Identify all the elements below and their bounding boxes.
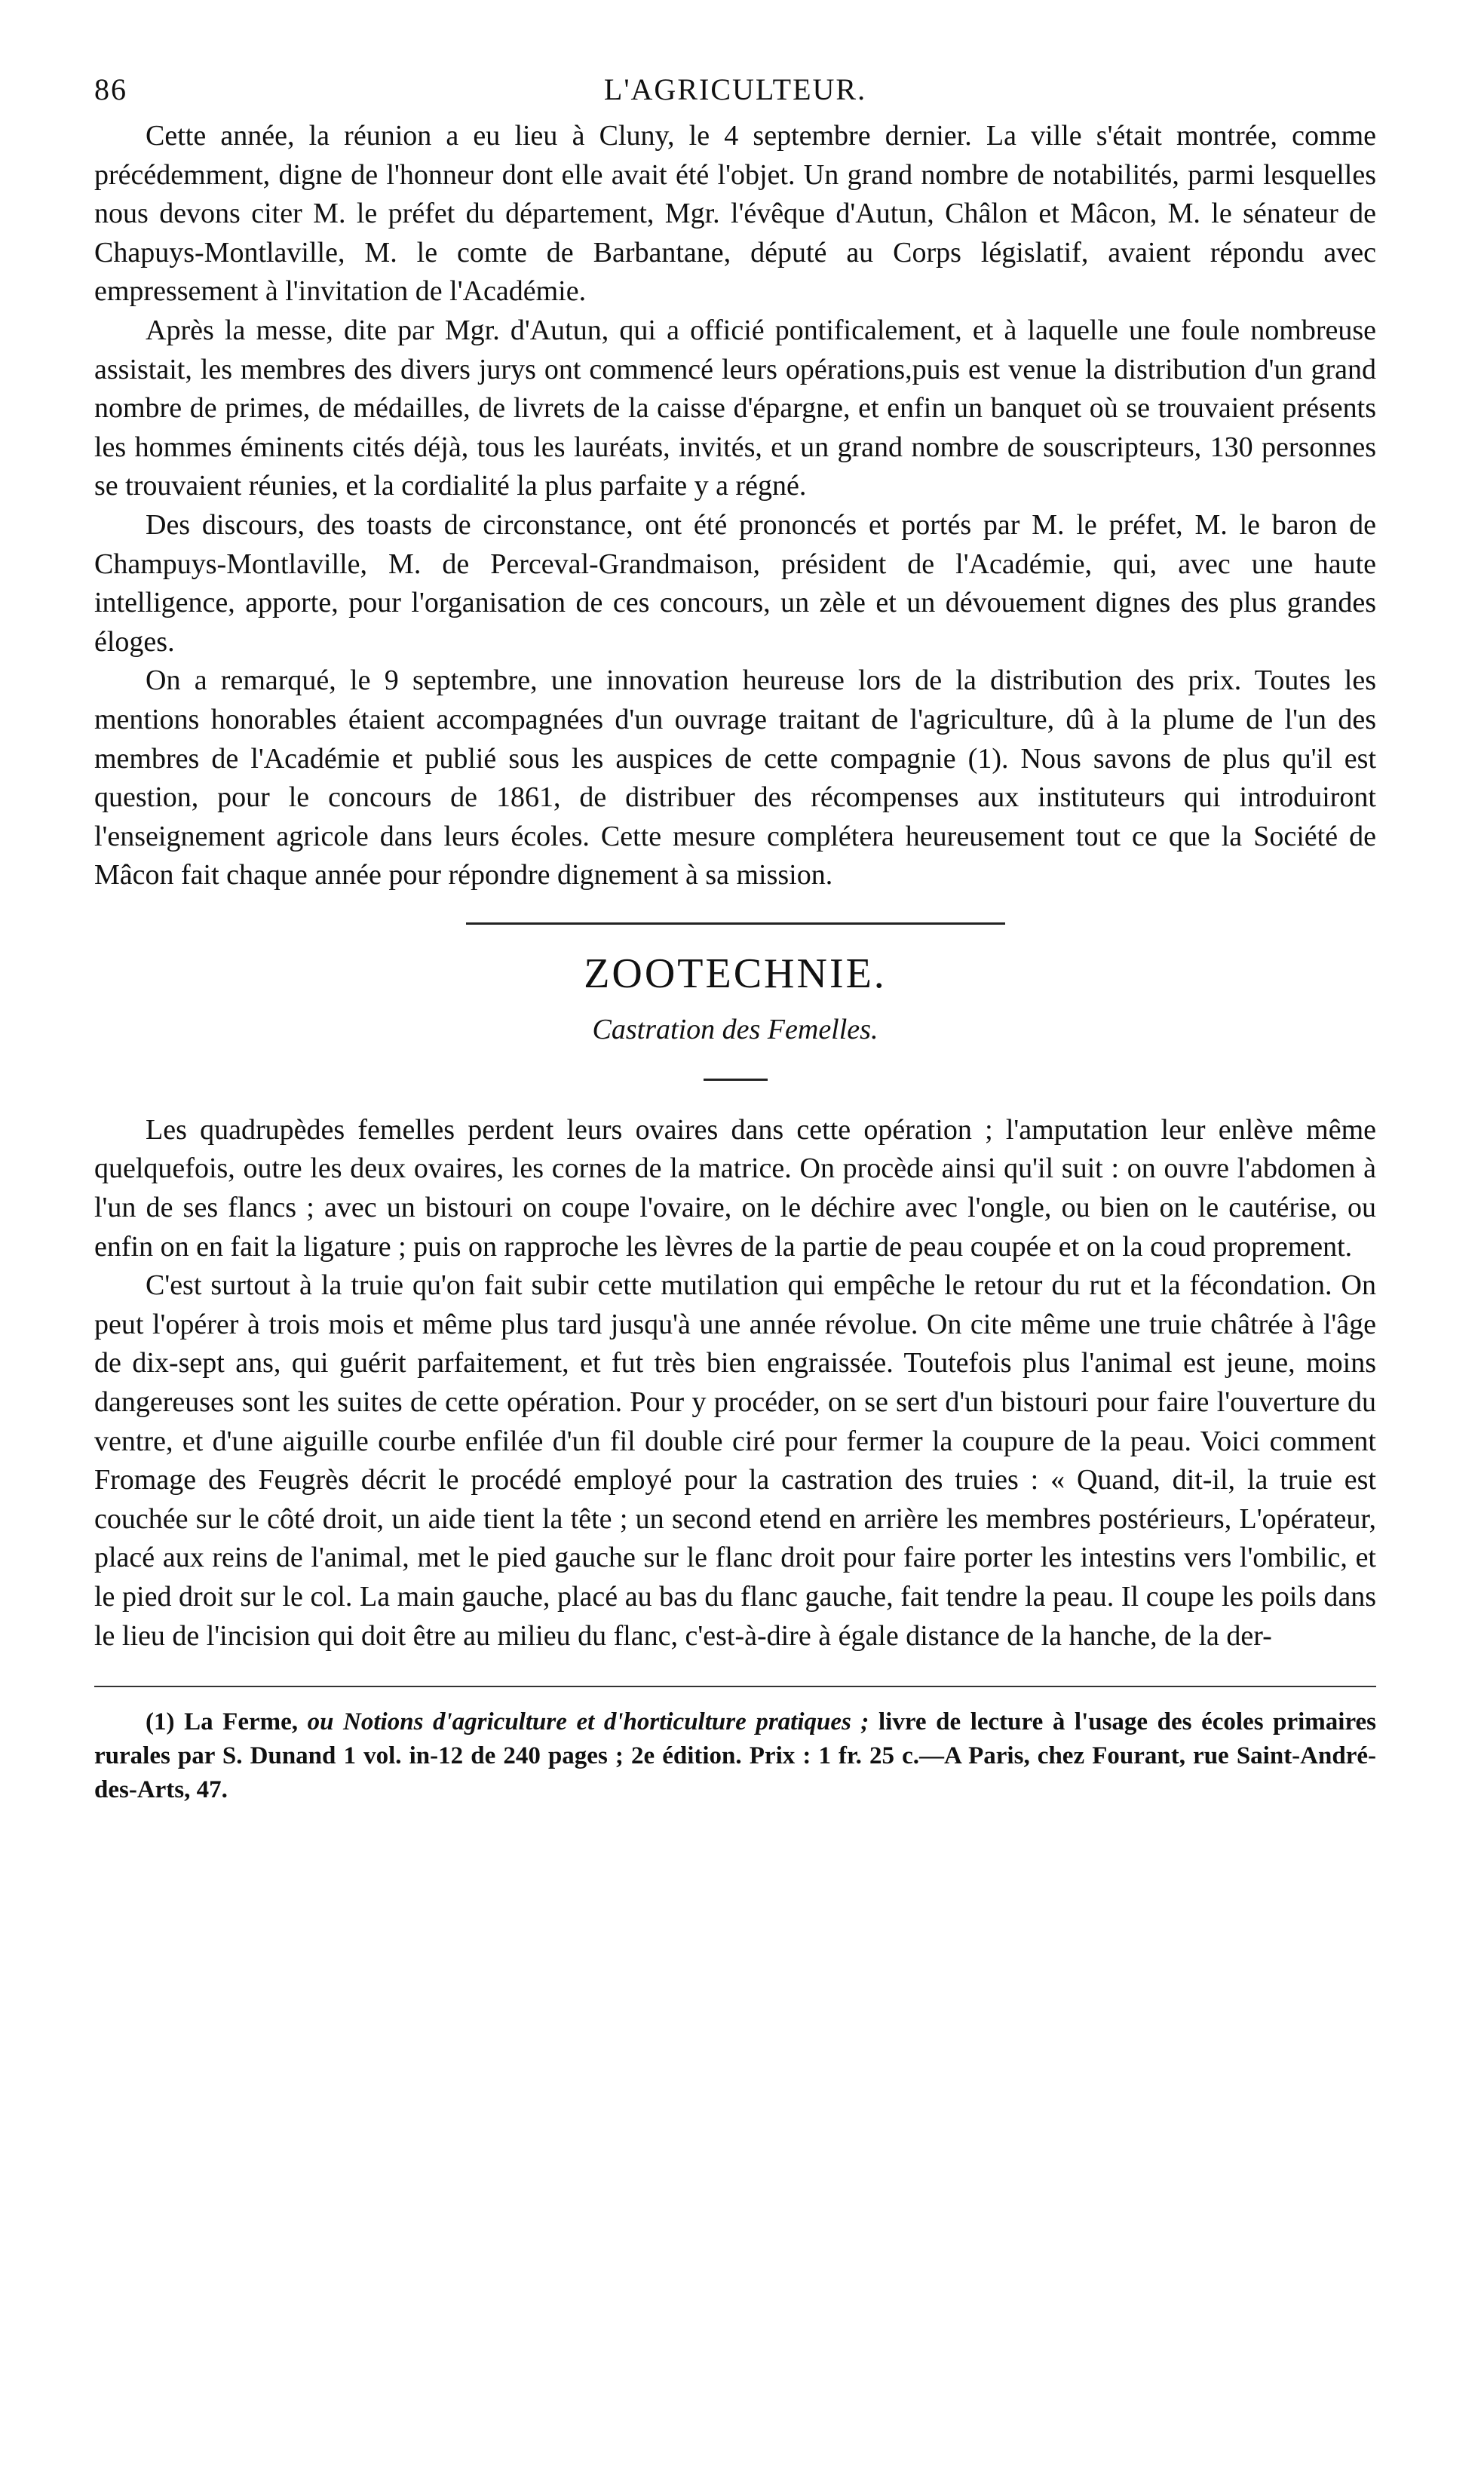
paragraph: Les quadrupèdes femelles perdent leurs ovaires dans cette opération ; l'amputation leur enlève même quelquefois, outre les deux ovaires, les cornes de la matrice. On procède ainsi qu'il suit : on ouvre l'abdomen à l'un de ses flancs ; avec un bistouri on coupe l'ovaire, on le déchire avec l'ongle, ou bien on le cautérise, ou enfin on en fait la ligature ; puis on rapproche les lèvres de la partie de peau coupée et on la coud proprement. (94, 1113, 1376, 1263)
page-header (94, 72, 1376, 117)
paragraph: Après la messe, dite par Mgr. d'Autun, qui a officié pontificalement, et à laquelle une foule nombreuse assistait, les membres des divers jurys ont commencé leurs opérations,puis est venue la distribution d'un grand nombre de primes, de médailles, de livrets de la caisse d'épargne, et enfin un banquet où se trouvaient présents les hommes éminents cités déjà, tous les lauréats, invités, et un grand nombre de souscripteurs, 130 personnes se trouvaient réunies, et la cordialité la plus parfaite y a régné. (94, 314, 1376, 502)
footnote (94, 1705, 1376, 1807)
section-title: ZOOTECHNIE. (584, 950, 887, 997)
paragraph: On a remarqué, le 9 septembre, une innovation heureuse lors de la distribution des prix. Toutes les mentions honorables étaient accompagnées d'un ouvrage traitant de l'agriculture, dû à la plume de l'un des membres de l'Académie et publié sous les auspices de cette compagnie (1). Nous savons de plus qu'il est question, pour le concours de 1861, de distribuer des récompenses aux instituteurs qui introduiront l'enseignement agricole dans leurs écoles. Cette mesure complétera heureusement tout ce que la Société de Mâcon fait chaque année pour répondre dignement à sa mission. (94, 664, 1376, 892)
section-subtitle: Castration des Femelles. (592, 1013, 878, 1045)
footnote-title-rest: ou Notions d'agriculture et d'horticulture pratiques ; (307, 1708, 869, 1736)
paragraph: Cette année, la réunion a eu lieu à Cluny, le 4 septembre dernier. La ville s'était montrée, comme précédemment, digne de l'honneur dont elle avait été l'objet. Un grand nombre de notabilités, parmi lesquelles nous devons citer M. le préfet du département, Mgr. l'évêque d'Autun, Châlon et Mâcon, M. le sénateur de Chapuys-Montlaville, M. le comte de Barbantane, député au Corps législatif, avaient répondu avec empressement à l'invitation de l'Académie. (94, 120, 1376, 308)
footnote-title: La Ferme, (184, 1708, 299, 1736)
footnote-text: livre de lecture à l'usage des écoles primaires rurales par S. Dunand 1 vol. in-12 de 240 pages ; 2e édition. Prix : 1 fr. 25 c.—A Paris, chez Fourant, rue Saint-André-des-Arts, 47. (94, 1708, 1377, 1804)
page (94, 72, 1376, 1807)
footnote-divider (94, 1686, 1376, 1687)
short-divider (704, 1079, 768, 1081)
paragraph: C'est surtout à la truie qu'on fait subir cette mutilation qui empêche le retour du rut et la fécondation. On peut l'opérer à trois mois et même plus tard jusqu'à une année révolue. On cite même une truie châtrée à l'âge de dix-sept ans, qui guérit parfaitement, et fut très bien engraissée. Toutefois plus l'animal est jeune, moins dangereuses sont les suites de cette opération. Pour y procéder, on se sert d'un bistouri pour faire l'ouverture du ventre, et d'une aiguille courbe enfilée d'un fil double ciré pour fermer la coupure de la peau. Voici comment Fromage des Feugrès décrit le procédé employé pour la castration des truies : « Quand, dit-il, la truie est couchée sur le côté droit, un aide tient la tête ; un second etend en arrière les membres postérieurs, L'opérateur, placé aux reins de l'animal, met le pied gauche sur le flanc droit pour faire porter les intestins vers l'ombilic, et le pied droit sur le col. La main gauche, placé au bas du flanc gauche, fait tendre la peau. Il coupe les poils dans le lieu de l'incision qui doit être au milieu du flanc, c'est-à-dire à égale distance de la hanche, de la der- (94, 1269, 1376, 1652)
paragraph: Des discours, des toasts de circonstance, ont été prononcés et portés par M. le préfet, M. le baron de Champuys-Montlaville, M. de Perceval-Grandmaison, président de l'Académie, qui, avec une haute intelligence, apporte, pour l'organisation de ces concours, un zèle et un dévouement dignes des plus grandes éloges. (94, 508, 1376, 658)
footnote-marker: (1) (146, 1708, 175, 1736)
running-title: L'AGRICULTEUR. (603, 72, 867, 106)
section-divider (466, 922, 1005, 925)
page-number: 86 (94, 72, 127, 106)
